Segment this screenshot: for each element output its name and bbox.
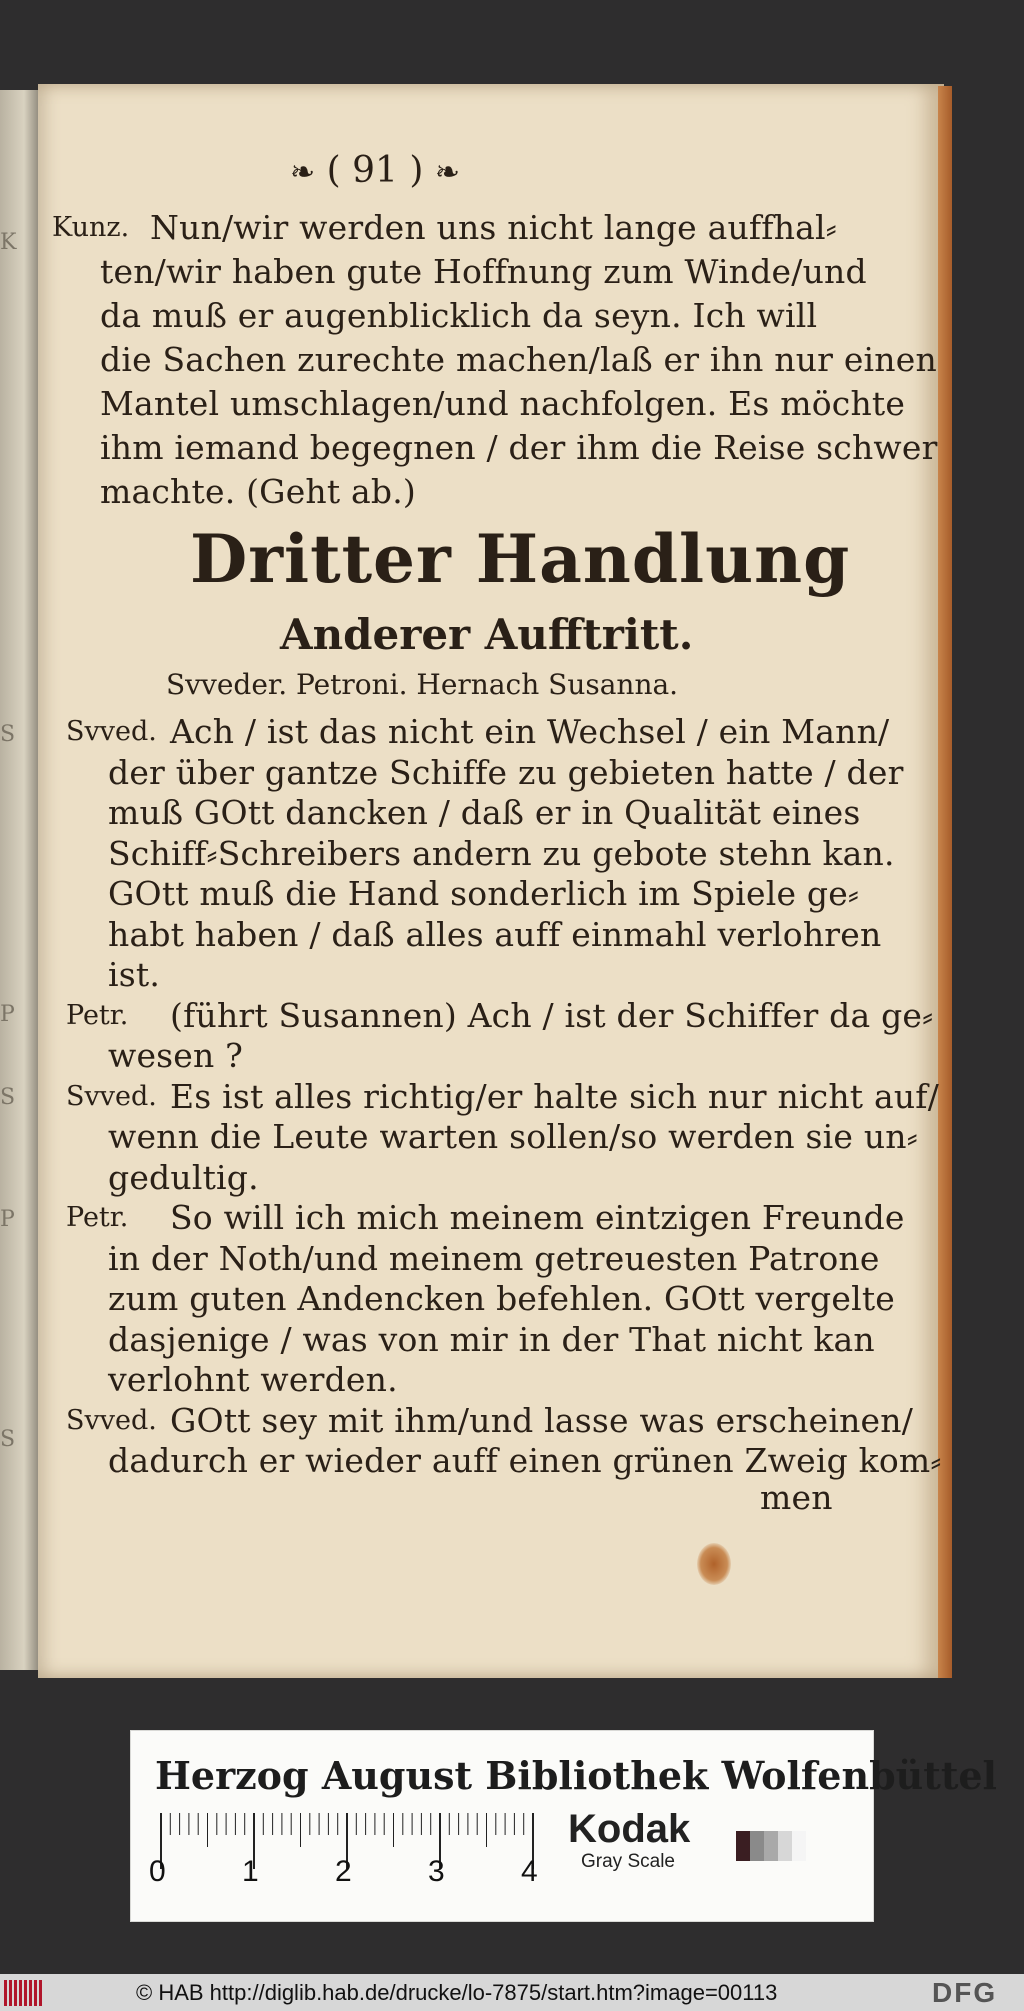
gray-swatches bbox=[736, 1831, 806, 1861]
text-line: verlohnt werden. bbox=[108, 1360, 398, 1399]
gray-scale-label: Gray Scale bbox=[581, 1851, 675, 1872]
cast-list: Svveder. Petroni. Hernach Susanna. bbox=[166, 668, 679, 701]
text-line: da muß er augenblicklich da seyn. Ich will bbox=[100, 296, 818, 335]
text-line: in der Noth/und meinem getreuesten Patrone bbox=[108, 1238, 880, 1278]
text-line: So will ich mich meinem eintzigen Freunde bbox=[170, 1198, 905, 1237]
gray-swatch bbox=[792, 1831, 806, 1861]
speaker-label: Kunz. bbox=[52, 212, 130, 243]
ghost-letter: S bbox=[0, 1427, 16, 1452]
ghost-letter: K bbox=[0, 230, 17, 255]
speaker-label: Petr. bbox=[66, 999, 129, 1031]
act-title: Dritter Handlung bbox=[190, 520, 851, 598]
text-line: dasjenige / was von mir in der That nicht kan bbox=[108, 1319, 875, 1359]
text-line: der über gantze Schiffe zu gebieten hatte / der bbox=[108, 752, 904, 792]
ghost-letter: P bbox=[0, 1002, 15, 1027]
text-line: GOtt sey mit ihm/und lasse was erscheinen/ bbox=[170, 1400, 914, 1440]
text-line: wesen ? bbox=[108, 1036, 244, 1075]
catchword: men bbox=[760, 1478, 833, 1517]
text-line: wenn die Leute warten sollen/so werden sie un⸗ bbox=[108, 1117, 918, 1156]
page-header bbox=[290, 150, 460, 191]
hab-barcode-icon bbox=[4, 1980, 44, 2006]
footer-link[interactable]: © HAB http://diglib.hab.de/drucke/lo-7875/start.htm?image=00113 bbox=[136, 1980, 778, 2005]
text-line: habt haben / daß alles auff einmahl verlohren bbox=[108, 914, 882, 954]
ruler-number: 2 bbox=[335, 1855, 352, 1888]
facing-page-edge bbox=[0, 90, 40, 1670]
text-line: ist. bbox=[108, 955, 161, 994]
ruler-number: 1 bbox=[242, 1855, 259, 1888]
text-line: ihm iemand begegnen / der ihm die Reise schwer bbox=[100, 428, 938, 467]
gray-swatch bbox=[750, 1831, 764, 1861]
speaker-label: Svved. bbox=[66, 716, 157, 747]
text-line: (führt Susannen) Ach / ist der Schiffer da ge⸗ bbox=[170, 995, 934, 1035]
text-line: muß GOtt dancken / daß er in Qualität eines bbox=[108, 793, 861, 832]
text-line: gedultig. bbox=[108, 1157, 259, 1197]
footer-bar bbox=[0, 1974, 1024, 2011]
library-title: Herzog August Bibliothek Wolfenbüttel bbox=[155, 1753, 997, 1798]
text-line: Nun/wir werden uns nicht lange auffhal⸗ bbox=[150, 208, 837, 247]
ornament-right-icon: ❧ bbox=[434, 155, 460, 190]
text-line: zum guten Andencken befehlen. GOtt vergelte bbox=[108, 1279, 896, 1318]
ghost-letter: P bbox=[0, 1207, 15, 1232]
speaker-label: Svved. bbox=[66, 1404, 157, 1436]
color-scale-card bbox=[130, 1730, 997, 1922]
text-line: Mantel umschlagen/und nachfolgen. Es möchte bbox=[100, 384, 906, 423]
text-line: ten/wir haben gute Hoffnung zum Winde/und bbox=[100, 252, 867, 291]
ruler-number: 3 bbox=[428, 1855, 445, 1888]
ruler-number: 0 bbox=[149, 1855, 166, 1888]
kodak-logo: Kodak bbox=[568, 1807, 691, 1851]
text-line: machte. (Geht ab.) bbox=[100, 472, 417, 511]
dfg-logo: DFG bbox=[932, 1977, 998, 2008]
gray-swatch bbox=[764, 1831, 778, 1861]
speaker-label: Petr. bbox=[66, 1202, 129, 1233]
text-line: Schiff⸗Schreibers andern zu gebote stehn kan. bbox=[108, 833, 895, 873]
ruler-number: 4 bbox=[521, 1855, 538, 1888]
scene-title: Anderer Aufftritt. bbox=[280, 610, 694, 659]
text-line: dadurch er wieder auff einen grünen Zweig kom⸗ bbox=[108, 1441, 942, 1480]
text-line: Es ist alles richtig/er halte sich nur nicht auf/ bbox=[170, 1076, 940, 1116]
gray-swatch bbox=[736, 1831, 750, 1861]
page-number: ( 91 ) bbox=[326, 150, 424, 191]
speaker-label: Svved. bbox=[66, 1080, 157, 1112]
ghost-letter: S bbox=[0, 722, 16, 747]
text-line: Ach / ist das nicht ein Wechsel / ein Mann/ bbox=[170, 712, 890, 751]
ornament-left-icon: ❧ bbox=[290, 155, 316, 190]
text-line: die Sachen zurechte machen/laß er ihn nur einen bbox=[100, 340, 937, 379]
gray-swatch bbox=[778, 1831, 792, 1861]
page-edge bbox=[938, 86, 952, 1678]
ghost-letter: S bbox=[0, 1085, 16, 1110]
text-line: GOtt muß die Hand sonderlich im Spiele ge⸗ bbox=[108, 874, 860, 913]
paper-stain bbox=[697, 1543, 731, 1585]
